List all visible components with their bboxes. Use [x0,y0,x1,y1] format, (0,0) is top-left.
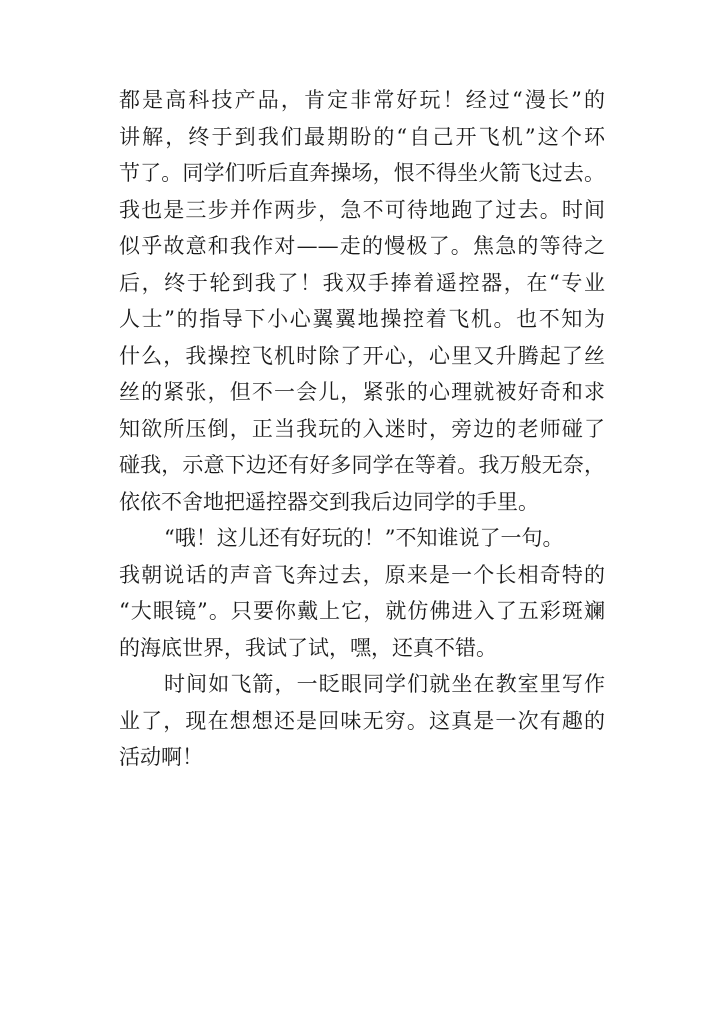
paragraph-start-line: “哦！这儿还有好玩的！”不知谁说了一句。 [164,526,564,550]
text-line: 后，终于轮到我了！我双手捧着遥控器，在“专业 [119,270,605,295]
paragraph-start-line: 时间如飞箭，一眨眼同学们就坐在教室里写作 [164,672,605,696]
text-line: 都是高科技产品，肯定非常好玩！经过“漫长”的 [119,88,605,112]
paragraph-end-line: 依依不舍地把遥控器交到我后边同学的手里。 [119,489,539,514]
text-line: 知欲所压倒，正当我玩的入迷时，旁边的老师碰了 [119,416,605,441]
text-line: 业了，现在想想还是回味无穷。这真是一次有趣的 [119,708,605,733]
paragraph-end-line: 活动啊！ [119,745,203,769]
text-line: 丝的紧张，但不一会儿，紧张的心理就被好奇和求 [119,380,605,404]
text-line: 碰我，示意下边还有好多同学在等着。我万般无奈， [119,453,605,477]
text-line: 我朝说话的声音飞奔过去，原来是一个长相奇特的 [119,562,605,587]
text-line: 我也是三步并作两步，急不可待地跑了过去。时间 [119,197,605,222]
text-line: 讲解，终于到我们最期盼的“自己开飞机”这个环 [119,124,605,149]
text-line: 人士”的指导下小心翼翼地操控着飞机。也不知为 [119,307,605,331]
text-line: 似乎故意和我作对——走的慢极了。焦急的等待之 [119,234,605,258]
text-line: “大眼镜”。只要你戴上它，就仿佛进入了五彩斑斓 [119,599,605,623]
text-line: 什么，我操控飞机时除了开心，心里又升腾起了丝 [119,343,605,368]
essay-body [119,82,605,776]
paragraph-end-line: 的海底世界，我试了试，嘿，还真不错。 [119,635,497,660]
text-line: 节了。同学们听后直奔操场，恨不得坐火箭飞过去。 [119,161,605,185]
